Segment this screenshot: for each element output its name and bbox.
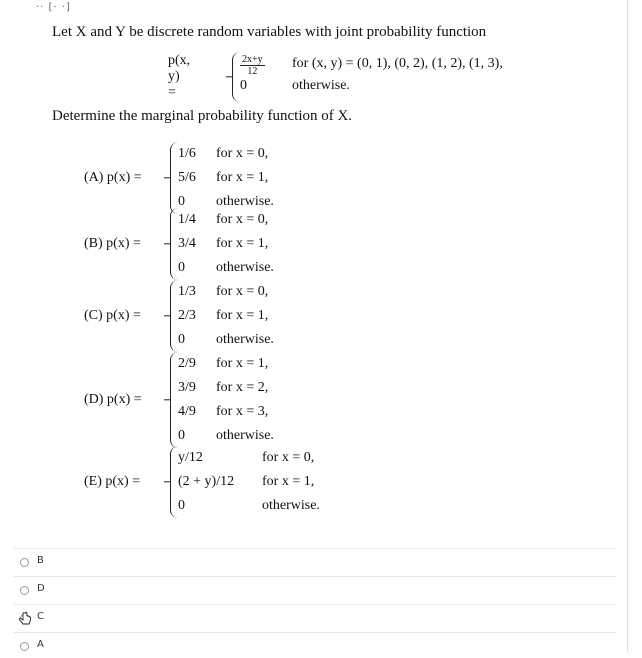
breadcrumb: ·· [· ·] <box>36 2 71 13</box>
choice-c-condition-1: for x = 0, <box>216 284 269 299</box>
answer-option-label: C <box>37 611 44 622</box>
joint-fraction <box>240 54 265 77</box>
choice-c-condition-3: otherwise. <box>216 332 274 347</box>
choice-c-lhs: (C) p(x) = <box>84 308 141 323</box>
choice-c-value-1: 1/3 <box>178 284 196 299</box>
choice-d-value-3: 4/9 <box>178 404 196 419</box>
joint-case-2-value: 0 <box>240 78 247 93</box>
choice-e-condition-1: for x = 0, <box>262 450 315 465</box>
joint-numerator: 2x+y <box>242 54 263 65</box>
choice-d-value-2: 3/9 <box>178 380 196 395</box>
choice-b-value-2: 3/4 <box>178 236 196 251</box>
radio-button[interactable] <box>20 586 29 595</box>
choice-d-condition-4: otherwise. <box>216 428 274 443</box>
choice-d-value-4: 0 <box>178 428 185 443</box>
choice-e-condition-3: otherwise. <box>262 498 320 513</box>
choice-c-condition-2: for x = 1, <box>216 308 269 323</box>
joint-case-2 <box>240 78 350 100</box>
answer-option-label: D <box>37 583 45 594</box>
choice-c-value-2: 2/3 <box>178 308 196 323</box>
choice-d-value-1: 2/9 <box>178 356 196 371</box>
choice-d <box>84 352 344 448</box>
choice-e <box>84 446 384 518</box>
choice-b-condition-1: for x = 0, <box>216 212 269 227</box>
choice-a-value-1: 1/6 <box>178 146 196 161</box>
choice-a-condition-1: for x = 0, <box>216 146 269 161</box>
choice-a-lhs: (A) p(x) = <box>84 170 142 185</box>
radio-button[interactable] <box>20 558 29 567</box>
answer-option-label: A <box>37 639 44 650</box>
choice-b <box>84 208 344 280</box>
joint-denominator: 12 <box>247 66 258 77</box>
choice-e-value-3: 0 <box>178 498 185 513</box>
choice-b-condition-2: for x = 1, <box>216 236 269 251</box>
option-divider <box>14 604 616 605</box>
option-divider <box>14 548 616 549</box>
choice-e-lhs: (E) p(x) = <box>84 474 141 489</box>
hand-pointer-icon <box>18 611 34 627</box>
question-ask: Determine the marginal probability function of X. <box>52 108 353 124</box>
choice-e-value-2: (2 + y)/12 <box>178 474 235 489</box>
option-divider <box>14 632 616 633</box>
radio-button[interactable] <box>20 642 29 651</box>
answer-option-label: B <box>37 555 44 566</box>
choice-a-value-3: 0 <box>178 194 185 209</box>
choice-a-condition-2: for x = 1, <box>216 170 269 185</box>
choice-a-condition-3: otherwise. <box>216 194 274 209</box>
choice-b-lhs: (B) p(x) = <box>84 236 141 251</box>
choice-b-value-3: 0 <box>178 260 185 275</box>
joint-case-1-condition: for (x, y) = (0, 1), (0, 2), (1, 2), (1, 3), <box>292 56 503 71</box>
choice-d-lhs: (D) p(x) = <box>84 392 142 407</box>
choice-c <box>84 280 344 352</box>
choice-b-condition-3: otherwise. <box>216 260 274 275</box>
choice-a <box>84 142 344 214</box>
choice-d-condition-3: for x = 3, <box>216 404 269 419</box>
joint-case-2-condition: otherwise. <box>292 78 350 93</box>
choice-a-value-2: 5/6 <box>178 170 196 185</box>
option-divider <box>14 576 616 577</box>
joint-lhs: p(x, y) = <box>168 53 191 100</box>
choice-b-value-1: 1/4 <box>178 212 196 227</box>
choice-c-value-3: 0 <box>178 332 185 347</box>
choice-e-condition-2: for x = 1, <box>262 474 315 489</box>
joint-case-1 <box>240 54 503 78</box>
choice-d-condition-2: for x = 2, <box>216 380 269 395</box>
choice-d-condition-1: for x = 1, <box>216 356 269 371</box>
question-intro: Let X and Y be discrete random variables with joint probability function <box>52 24 487 40</box>
choice-e-value-1: y/12 <box>178 450 203 465</box>
